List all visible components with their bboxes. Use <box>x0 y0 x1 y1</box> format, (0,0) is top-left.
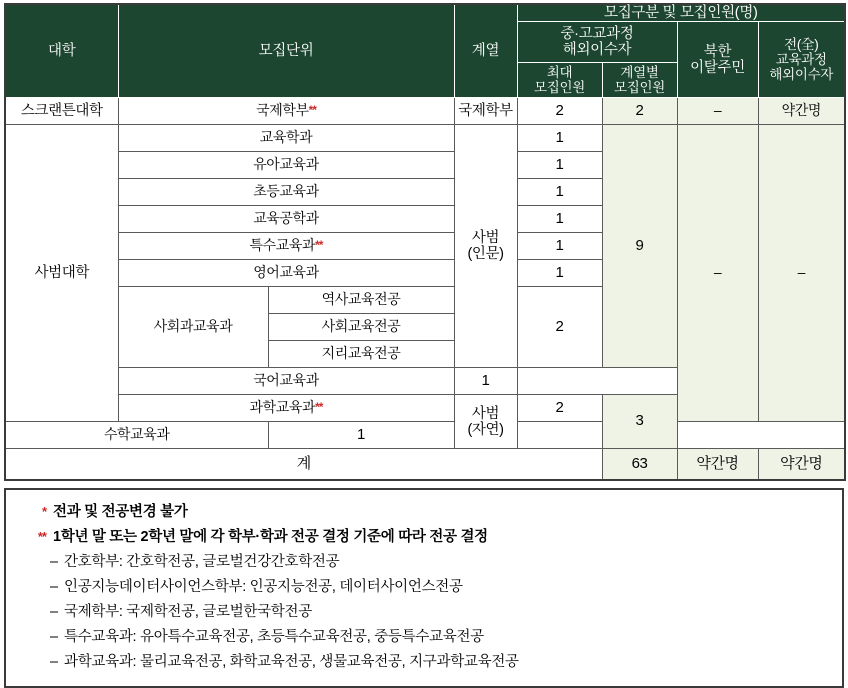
note-dash: – <box>50 554 58 571</box>
header-max-quota-line1: 최대 <box>546 65 573 81</box>
cell-track-quota: 3 <box>602 395 677 449</box>
header-defector-line1: 북한 <box>703 43 732 60</box>
cell-unit <box>118 368 454 395</box>
header-group-span: 모집구분 및 모집인원(명) <box>517 4 845 22</box>
cell-unit <box>118 98 454 125</box>
header-defector <box>677 22 758 98</box>
header-track-quota-line2: 모집인원 <box>614 80 665 96</box>
cell-unit <box>118 395 454 422</box>
cell-major: 역사교육전공 <box>268 287 454 314</box>
table-foot <box>5 449 845 481</box>
cell-max-quota: 1 <box>517 206 602 233</box>
cell-track <box>454 125 517 368</box>
header-max-quota <box>517 63 602 98</box>
note-text: 특수교육과: 유아특수교육전공, 초등특수교육전공, 중등특수교육전공 <box>64 629 484 646</box>
cell-unit-label: 특수교육과 <box>249 237 316 254</box>
cell-track-quota: 2 <box>602 98 677 125</box>
header-row-1 <box>5 4 845 22</box>
header-overseas-mid-high-line2: 해외이수자 <box>562 42 632 59</box>
cell-max-quota: 2 <box>517 287 602 368</box>
cell-unit <box>118 179 454 206</box>
header-overseas-all-line3: 해외이수자 <box>769 67 834 83</box>
cell-max-quota: 1 <box>268 422 454 449</box>
note-marker: * <box>41 504 46 520</box>
cell-max-quota: 2 <box>517 98 602 125</box>
total-row <box>5 449 845 481</box>
cell-unit-label: 교육학과 <box>259 129 313 146</box>
cell-unit <box>118 152 454 179</box>
cell-track-line2: (자연) <box>467 421 504 438</box>
cell-max-quota: 1 <box>517 179 602 206</box>
cell-max-quota: 1 <box>517 260 602 287</box>
note-dash: – <box>50 629 58 646</box>
header-track-quota-line1: 계열별 <box>620 65 659 81</box>
cell-unit <box>118 206 454 233</box>
note-text: 인공지능데이터사이언스학부: 인공지능전공, 데이터사이언스전공 <box>64 579 463 596</box>
cell-college: 사범대학 <box>5 125 118 422</box>
total-label: 계 <box>5 449 602 481</box>
cell-unit-label: 수학교육과 <box>103 426 170 443</box>
note-text: 전과 및 전공변경 불가 <box>53 504 188 521</box>
note-line <box>6 600 842 625</box>
cell-unit <box>5 422 268 449</box>
cell-overseas-all: – <box>758 125 845 422</box>
cell-unit <box>118 260 454 287</box>
cell-track-line1: 사범 <box>471 230 500 246</box>
header-overseas-all-line2: 교육과정 <box>775 52 827 68</box>
cell-track-quota: 9 <box>602 125 677 368</box>
header-defector-line2: 이탈주민 <box>690 59 745 76</box>
header-max-quota-line2: 모집인원 <box>534 80 585 96</box>
cell-unit-label: 유아교육과 <box>253 156 319 173</box>
cell-max-quota: 1 <box>517 152 602 179</box>
admission-quota-table <box>4 3 846 481</box>
header-overseas-mid-high-line1: 중·고교과정 <box>560 26 634 42</box>
note-text: 간호학부: 간호학전공, 글로벌건강간호학전공 <box>64 554 340 571</box>
note-dash: – <box>50 604 58 621</box>
footnote-marker: ** <box>308 103 316 118</box>
footnote-marker: ** <box>315 238 323 253</box>
header-college: 대학 <box>5 4 118 98</box>
cell-max-quota: 1 <box>517 233 602 260</box>
header-overseas-mid-high <box>517 22 677 63</box>
cell-max-quota: 1 <box>517 125 602 152</box>
cell-unit-label: 교육공학과 <box>253 210 319 227</box>
cell-college: 스크랜튼대학 <box>5 98 118 125</box>
total-overseas-all: 약간명 <box>758 449 845 481</box>
header-track: 계열 <box>454 4 517 98</box>
table-row <box>5 422 845 449</box>
note-line <box>6 575 842 600</box>
table-row <box>5 98 845 125</box>
cell-unit-label: 과학교육과 <box>249 399 316 416</box>
footnote-marker: ** <box>315 400 323 415</box>
cell-major: 지리교육전공 <box>268 341 454 368</box>
cell-defector: – <box>677 98 758 125</box>
cell-max-quota: 2 <box>517 395 602 422</box>
note-line <box>6 500 842 525</box>
cell-major: 사회교육전공 <box>268 314 454 341</box>
table-row <box>5 125 845 152</box>
note-line <box>6 625 842 650</box>
note-line <box>6 550 842 575</box>
header-overseas-all-line1: 전(全) <box>784 37 819 53</box>
notes-box <box>4 488 844 688</box>
note-text: 과학교육과: 물리교육전공, 화학교육전공, 생물교육전공, 지구과학교육전공 <box>64 654 519 671</box>
header-unit: 모집단위 <box>118 4 454 98</box>
table-body <box>5 98 845 449</box>
header-track-quota <box>602 63 677 98</box>
header-overseas-all <box>758 22 845 98</box>
cell-unit <box>118 233 454 260</box>
cell-unit-label: 사회과교육과 <box>153 318 233 335</box>
cell-unit-label: 초등교육과 <box>253 183 319 200</box>
cell-max-quota: 1 <box>454 368 517 395</box>
note-dash: – <box>50 579 58 596</box>
cell-unit-label: 영어교육과 <box>253 264 319 281</box>
table-head <box>5 4 845 98</box>
note-text: 국제학부: 국제학전공, 글로벌한국학전공 <box>64 604 312 621</box>
cell-track-line1: 국제학부 <box>458 103 513 120</box>
cell-track <box>454 98 517 125</box>
cell-defector: – <box>677 125 758 422</box>
note-marker: ** <box>37 529 46 545</box>
cell-track <box>454 395 517 449</box>
cell-unit-label: 국제학부 <box>256 102 309 119</box>
cell-unit <box>118 287 268 368</box>
total-track-quota: 63 <box>602 449 677 481</box>
cell-track-line1: 사범 <box>471 405 500 422</box>
cell-unit-label: 국어교육과 <box>253 372 319 389</box>
total-defector: 약간명 <box>677 449 758 481</box>
note-line <box>6 525 842 550</box>
cell-unit <box>118 125 454 152</box>
note-text: 1학년 말 또는 2학년 말에 각 학부·학과 전공 결정 기준에 따라 전공 결정 <box>53 529 488 546</box>
cell-overseas-all: 약간명 <box>758 98 845 125</box>
cell-track-line2: (인문) <box>467 246 504 263</box>
note-line <box>6 650 842 675</box>
note-dash: – <box>50 654 58 671</box>
